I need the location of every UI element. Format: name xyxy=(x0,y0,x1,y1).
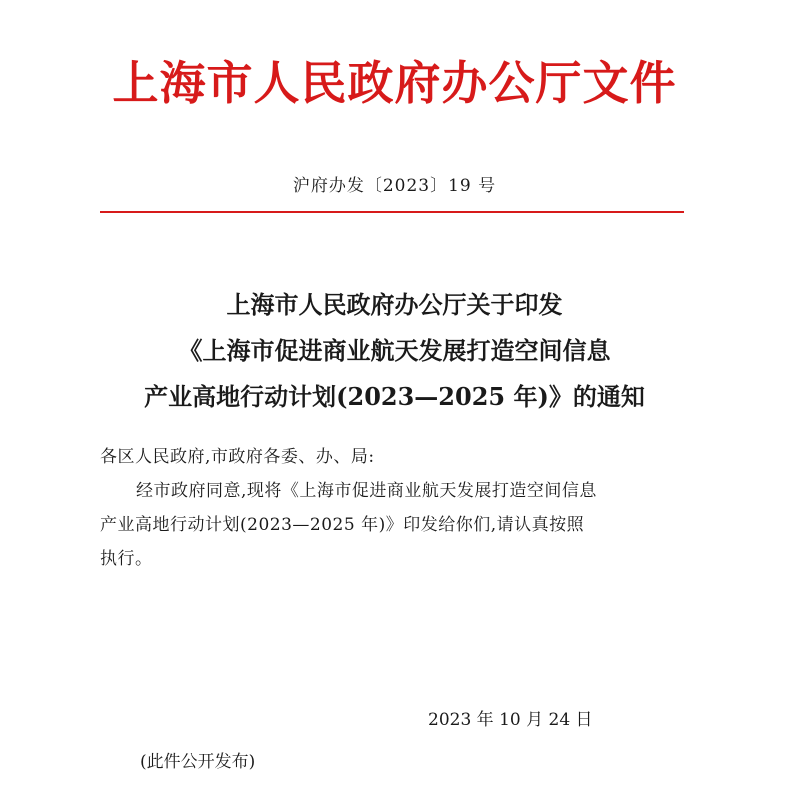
title-line-3: 产业高地行动计划(2023—2025 年)》的通知 xyxy=(144,382,645,411)
document-masthead: 上海市人民政府办公厅文件 xyxy=(112,56,677,110)
publication-note: (此件公开发布) xyxy=(140,752,256,772)
body-paragraph-line-3: 执行。 xyxy=(100,549,153,569)
title-line-2: 《上海市促进商业航天发展打造空间信息 xyxy=(178,336,611,365)
salutation: 各区人民政府,市政府各委、办、局: xyxy=(100,447,375,467)
body-paragraph-line-2: 产业高地行动计划(2023—2025 年)》印发给你们,请认真按照 xyxy=(100,515,585,535)
document-title xyxy=(0,282,789,420)
red-divider-line xyxy=(100,211,684,213)
document-number: 沪府办发〔2023〕19 号 xyxy=(292,176,497,196)
body-paragraph-line-1: 经市政府同意,现将《上海市促进商业航天发展打造空间信息 xyxy=(136,481,597,501)
title-line-1: 上海市人民政府办公厅关于印发 xyxy=(226,290,563,319)
issue-date: 2023 年 10 月 24 日 xyxy=(428,710,593,730)
document-body xyxy=(100,440,690,576)
